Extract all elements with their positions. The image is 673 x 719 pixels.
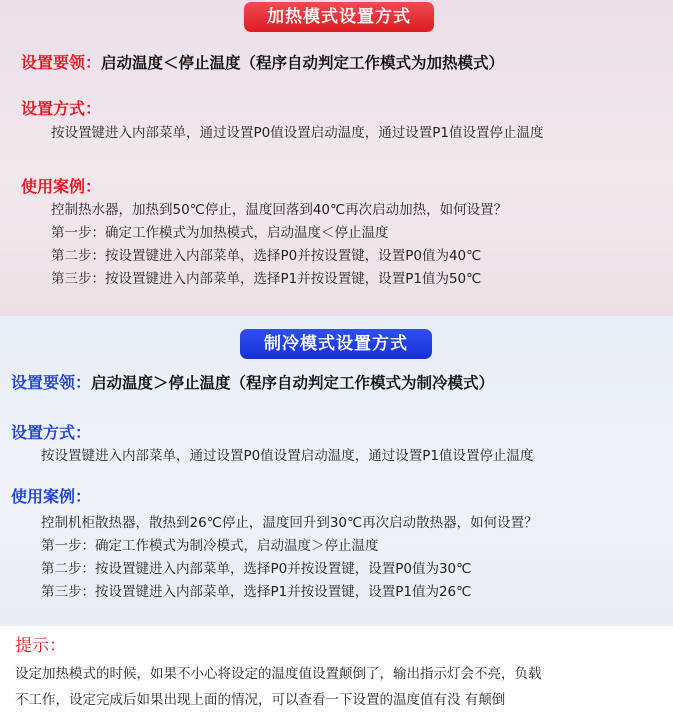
tip-line: 设定加热模式的时候，如果不小心将设定的温度值设置颠倒了，输出指示灯会不亮，负载 [15,666,542,682]
cooling-method-text: 按设置键进入内部菜单，通过设置P0值设置启动温度，通过设置P1值设置停止温度 [41,448,534,464]
cooling-method-label: 设置方式： [11,423,92,442]
cooling-example-line: 第二步：按设置键进入内部菜单，选择P0并按设置键，设置P0值为30℃ [41,561,472,577]
heating-example-line: 第二步：按设置键进入内部菜单，选择P0并按设置键，设置P0值为40℃ [51,248,482,264]
heating-example-line: 第三步：按设置键进入内部菜单，选择P1并按设置键，设置P1值为50℃ [51,271,482,287]
cooling-example-line: 第三步：按设置键进入内部菜单，选择P1并按设置键，设置P1值为26℃ [41,584,472,600]
cooling-example-line: 控制机柜散热器，散热到26℃停止，温度回升到30℃再次启动散热器，如何设置？ [41,515,538,531]
tip-section [0,626,673,719]
cooling-example-label: 使用案例： [11,487,92,506]
heating-key-label: 设置要领： [21,53,102,72]
heating-method-label: 设置方式： [21,99,102,118]
heating-key-point [21,50,504,73]
cooling-example-line: 第一步：确定工作模式为制冷模式，启动温度＞停止温度 [41,538,379,554]
heating-example-line: 第一步：确定工作模式为加热模式，启动温度＜停止温度 [51,225,389,241]
heating-example-line: 控制热水器，加热到50℃停止，温度回落到40℃再次启动加热，如何设置？ [51,202,508,218]
cooling-mode-title: 制冷模式设置方式 [240,329,432,359]
cooling-key-label: 设置要领： [11,373,92,392]
cooling-key-point [11,370,494,393]
tip-line: 不工作，设定完成后如果出现上面的情况，可以查看一下设置的温度值有没 有颠倒 [15,692,506,708]
heating-example-label: 使用案例： [21,177,102,196]
heating-mode-title: 加热模式设置方式 [244,2,434,32]
tip-title: 提示： [15,636,66,656]
cooling-section [0,316,673,626]
heating-section [0,0,673,316]
heating-method-text: 按设置键进入内部菜单，通过设置P0值设置启动温度，通过设置P1值设置停止温度 [51,125,544,141]
cooling-key-value: 启动温度＞停止温度（程序自动判定工作模式为制冷模式） [91,374,495,392]
heating-key-value: 启动温度＜停止温度（程序自动判定工作模式为加热模式） [101,54,505,72]
